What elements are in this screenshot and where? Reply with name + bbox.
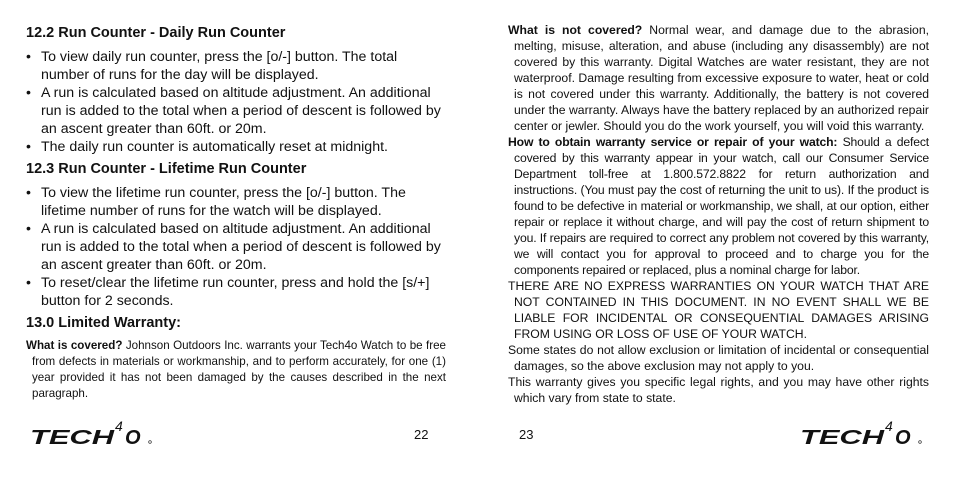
list-item: • A run is calculated based on altitude adjustment. An additional run is added to the total when a period of descent is followed by an ascent greater than 60ft. or 20m. [26,84,446,138]
service-paragraph [508,134,929,278]
tech4o-logo [30,418,155,448]
service-label: How to obtain warranty service or repair of your watch: [508,135,838,149]
warranty-covered-paragraph [26,338,446,402]
page-number: 23 [519,427,534,442]
svg-text:4: 4 [115,418,123,434]
svg-text:4: 4 [885,418,893,434]
covered-text: Johnson Outdoors Inc. warrants your Tech4o Watch to be free from defects in materials or workmanship, and to perform accurately, for one (1) year provided it has not been damaged by the causes described in the next paragraph. [32,339,446,400]
section-12-3-list [26,184,446,310]
right-page [477,0,954,477]
list-item: • A run is calculated based on altitude adjustment. An additional run is added to the total when a period of descent is followed by an ascent greater than 60ft. or 20m. [26,220,446,274]
service-text: Should a defect covered by this warranty appear in your watch, call our Consumer Service Department toll-free at 1.800.572.8822 for return authorization and instructions. (You must pay the cost of returning the unit to us). If the product is found to be defective in material or workmanship, we shall, at our option, either repair or replace it without charge, and will pay the cost of return shipment to you. If repairs are required to correct any problem not covered by this warranty, we will contact you for approval to proceed and to charge you for the components repaired or replaced, plus a nominal charge for labor. [514,135,930,277]
section-12-2-list [26,48,446,156]
svg-text:TECH: TECH [800,427,885,448]
rights-paragraph: This warranty gives you specific legal rights, and you may have other rights which vary from state to state. [508,375,929,405]
list-item: • The daily run counter is automatically reset at midnight. [26,138,446,156]
not-covered-label: What is not covered? [508,23,643,37]
tech4o-logo [800,418,925,448]
list-item: • To view daily run counter, press the [o/-] button. The total number of runs for the day will be displayed. [26,48,446,84]
svg-text:O: O [895,427,911,448]
page-number: 22 [414,427,429,442]
list-item: • To reset/clear the lifetime run counter, press and hold the [s/+] button for 2 seconds. [26,274,446,310]
section-13-0-heading: 13.0 Limited Warranty: [26,315,181,331]
svg-text:O: O [125,427,141,448]
states-paragraph: Some states do not allow exclusion or limitation of incidental or consequential damages, so the above exclusion may not apply to you. [508,343,929,373]
warranty-terms [508,22,929,406]
svg-text:TECH: TECH [30,427,115,448]
not-covered-paragraph [508,22,929,134]
list-item: • To view the lifetime run counter, press the [o/-] button. The lifetime number of runs for the watch will be displayed. [26,184,446,220]
section-12-3-heading: 12.3 Run Counter - Lifetime Run Counter [26,161,307,177]
section-12-2-heading: 12.2 Run Counter - Daily Run Counter [26,25,286,41]
covered-label: What is covered? [26,339,123,352]
disclaimer-paragraph: THERE ARE NO EXPRESS WARRANTIES ON YOUR WATCH THAT ARE NOT CONTAINED IN THIS DOCUMENT. IN NO EVENT SHALL WE BE LIABLE FOR INCIDENTAL OR CONSEQUENTIAL DAMAGES ARISING FROM USING OR LOSS OF USE OF YOUR WATCH. [508,279,929,341]
not-covered-text: Normal wear, and damage due to the abrasion, melting, misuse, alteration, and abuse (including any disassembly) are not covered by this warranty. Digital Watches are water resistant, they are not waterproof. Damage resulting from excessive exposure to water, heat or cold is not covered under this warranty. Additionally, the battery is not covered under the warranty. Always have the battery replaced by an authorized repair center or jewler. Should you do the work yourself, you will void this warranty. [514,23,929,133]
